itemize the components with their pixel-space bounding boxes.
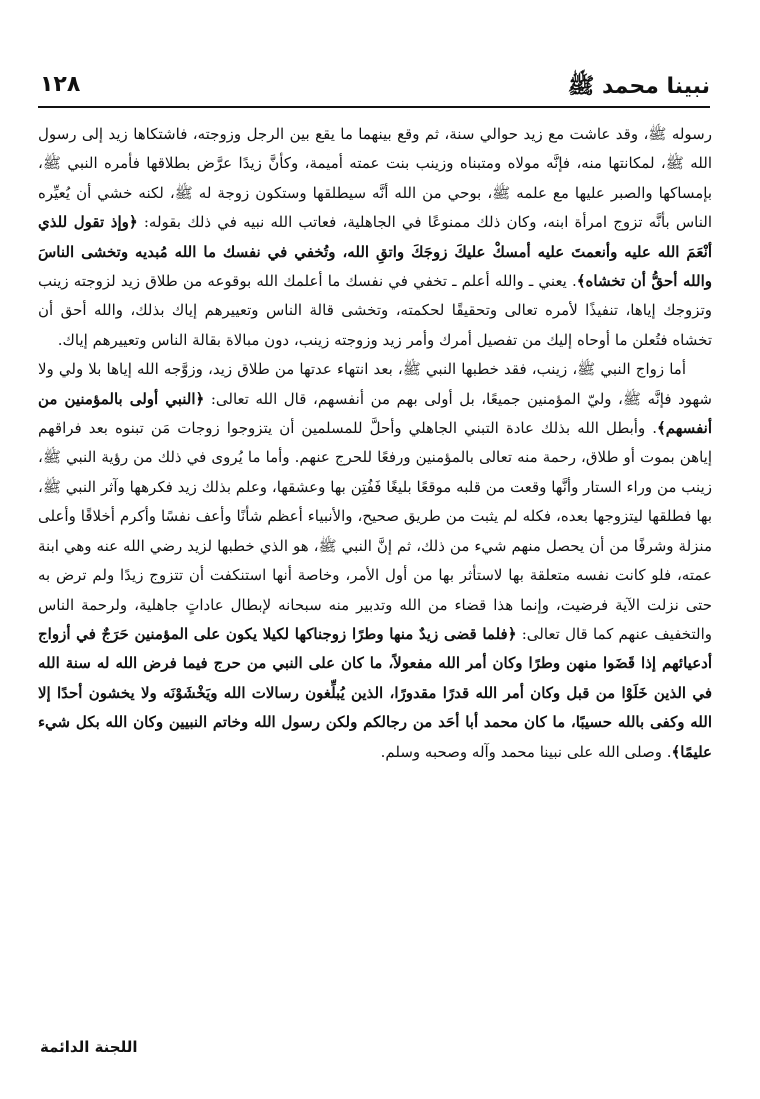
text-segment: . وصلى الله على نبينا محمد وآله وصحبه وسلم. xyxy=(380,742,672,761)
body-text xyxy=(38,120,712,767)
quran-quote: ﴿فلما قضى زيدٌ منها وطرًا زوجناكها لكيلا يكون على المؤمنين حَرَجٌ في أزواج أدعيائهم إذا قَضَوا منهن وطرًا وكان أمر الله مفعولاً، ما كان على النبي من حرج فيما فرض الله له سنة الله في الذين خَلَوْا من قبل وكان أمر الله قدرًا مقدورًا، الذين يُبلِّغون رسالات الله ويَخْشَوْنَه ولا يخشون أحدًا إلا الله وكفى بالله حسيبًا، ما كان محمد أبا أحَد من رجالكم ولكن رسول الله وخاتم النبيين وكان الله بكل شيء عليمًا﴾ xyxy=(38,624,713,761)
quran-quote: ﴿وإذ تقول للذي أنْعَمَ الله عليه وأنعمتَ عليه أمسكْ عليكَ زوجَكَ واتقِ الله، وتُخفي في نفسك ما الله مُبديه وتخشى الناسَ والله أحقُّ أن تخشاه﴾ xyxy=(38,213,712,291)
page-number: ١٢٨ xyxy=(40,72,81,97)
paragraph xyxy=(38,120,712,355)
signature: اللجنة الدائمة xyxy=(40,1038,138,1056)
paragraph xyxy=(38,355,712,767)
text-segment: . وأبطل الله بذلك عادة التبني الجاهلي وأحلَّ للمسلمين أن يتزوجوا زوجات مَن تبنوه بعد فراقهم إياهن بموت أو طلاق، رحمة منه تعالى بالمؤمنين ورفعًا للحرج عنهم. وأما ما يُروى في ذلك من رؤية النبي ﷺ، زينب من وراء الستار وأنَّها وقعت من قلبه موقعًا بليغًا فَفُتِن بها وعشقها، وعلم بذلك زيد فكرهها وآثر النبي ﷺ، بها فطلقها ليتزوجها بعده، فكله لم يثبت من طريق صحيح، والأنبياء أعظم شأنًا وأعف نفسًا وأكرم أخلاقًا وأعلى منزلة وشرفًا من أن يحصل منهم شيء من ذلك، ثم إنَّ النبي ﷺ، هو الذي خطبها لزيد رضي الله عنه وهي ابنة عمته، فلو كانت نفسه متعلقة بها لاستأثر بها من أول الأمر، وخاصة أنها استنكفت أن تتزوج زيدًا ولم ترض به حتى نزلت الآية فرضيت، وإنما هذا قضاء من الله وتدبير منه سبحانه لإبطال عاداتٍ جاهلية، ولرحمة الناس والتخفيف عنهم كما قال تعالى: xyxy=(38,419,712,643)
header-rule xyxy=(38,106,710,108)
text-segment: أما زواج النبي ﷺ، زينب، فقد خطبها النبي ﷺ، بعد انتهاء عدتها من طلاق زيد، وزوَّجه الله إياها بلا ولي ولا شهود فإنَّه ﷺ، وليّ المؤمنين جميعًا، بل أولى بهم من أنفسهم، قال الله تعالى: xyxy=(38,360,712,408)
text-segment: . يعني ـ والله أعلم ـ تخفي في نفسك ما أعلمك الله بوقوعه من طلاق زيد لزوجته زينب وتزوجك إياها، تنفيذًا لأمره تعالى وتحقيقًا لحكمته، وتخشى قالة الناس وتعييرهم إياك بذلك، والله أحق أن تخشاه فتُعلن ما أوحاه إليك من تفصيل أمرك وأمر زيد وزوجته زينب، دون مبالاة بقالة الناس وتعييرهم إياك. xyxy=(38,272,712,349)
text-segment: رسوله ﷺ، وقد عاشت مع زيد حوالي سنة، ثم وقع بينهما ما يقع بين الرجل وزوجته، فاشتكاها زيد إلى رسول الله ﷺ، لمكانتها منه، فإنَّه مولاه ومتبناه وزينب بنت عمته أميمة، وكأنَّ زيدًا عرَّض بطلاقها فأمره النبي ﷺ، بإمساكها والصبر عليها مع علمه ﷺ، بوحي من الله أنَّه سيطلقها وستكون زوجة له ﷺ، لكنه خشي أن يُعيِّره الناس بأنَّه تزوج امرأة ابنه، وكان ذلك ممنوعًا في الجاهلية، فعاتب الله نبيه في ذلك بقوله: xyxy=(38,125,713,232)
quran-quote: ﴿النبي أولى بالمؤمنين من أنفسهم﴾ xyxy=(38,389,712,438)
page-header xyxy=(40,72,710,102)
running-title: نبينا محمد ﷺ xyxy=(567,74,710,99)
